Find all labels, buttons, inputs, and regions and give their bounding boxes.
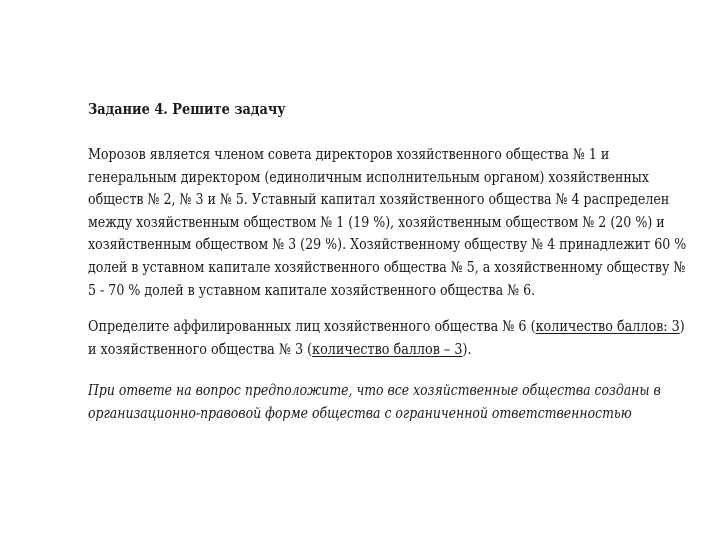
note-line: организационно-правовой форме общества с ограниченной ответственностью <box>88 405 632 422</box>
condition-line: обществ № 2, № 3 и № 5. Уставный капитал хозяйственного общества № 4 распределен <box>88 192 670 209</box>
task-title: Задание 4. Решите задачу <box>88 100 286 118</box>
question-line <box>88 339 634 362</box>
condition-line: хозяйственным обществом № 3 (29 %). Хозяйственному обществу № 4 принадлежит 60 % <box>88 237 687 254</box>
question-line <box>88 316 685 339</box>
condition-line: Морозов является членом совета директоров хозяйственного общества № 1 и <box>88 147 610 163</box>
score-label: количество баллов: 3 <box>535 319 680 335</box>
task-question <box>88 316 708 361</box>
question-text: ) <box>679 319 685 335</box>
condition-line: между хозяйственным обществом № 1 (19 %), хозяйственным обществом № 2 (20 %) и <box>88 214 665 231</box>
task-condition <box>88 144 708 302</box>
condition-line: 5 - 70 % долей в уставном капитале хозяйственного общества № 6. <box>88 282 536 299</box>
score-label: количество баллов – 3 <box>312 341 463 358</box>
condition-line: долей в уставном капитале хозяйственного общества № 5, а хозяйственному обществу № <box>88 259 686 276</box>
note-line: При ответе на вопрос предположите, что все хозяйственные общества созданы в <box>88 383 661 399</box>
question-text: Определите аффилированных лиц хозяйственного общества № 6 ( <box>88 319 536 335</box>
question-text: ). <box>462 341 472 358</box>
question-text: и хозяйственного общества № 3 ( <box>88 341 313 358</box>
condition-line: генеральным директором (единоличным исполнительным органом) хозяйственных <box>88 169 649 186</box>
answer-note <box>88 380 708 425</box>
